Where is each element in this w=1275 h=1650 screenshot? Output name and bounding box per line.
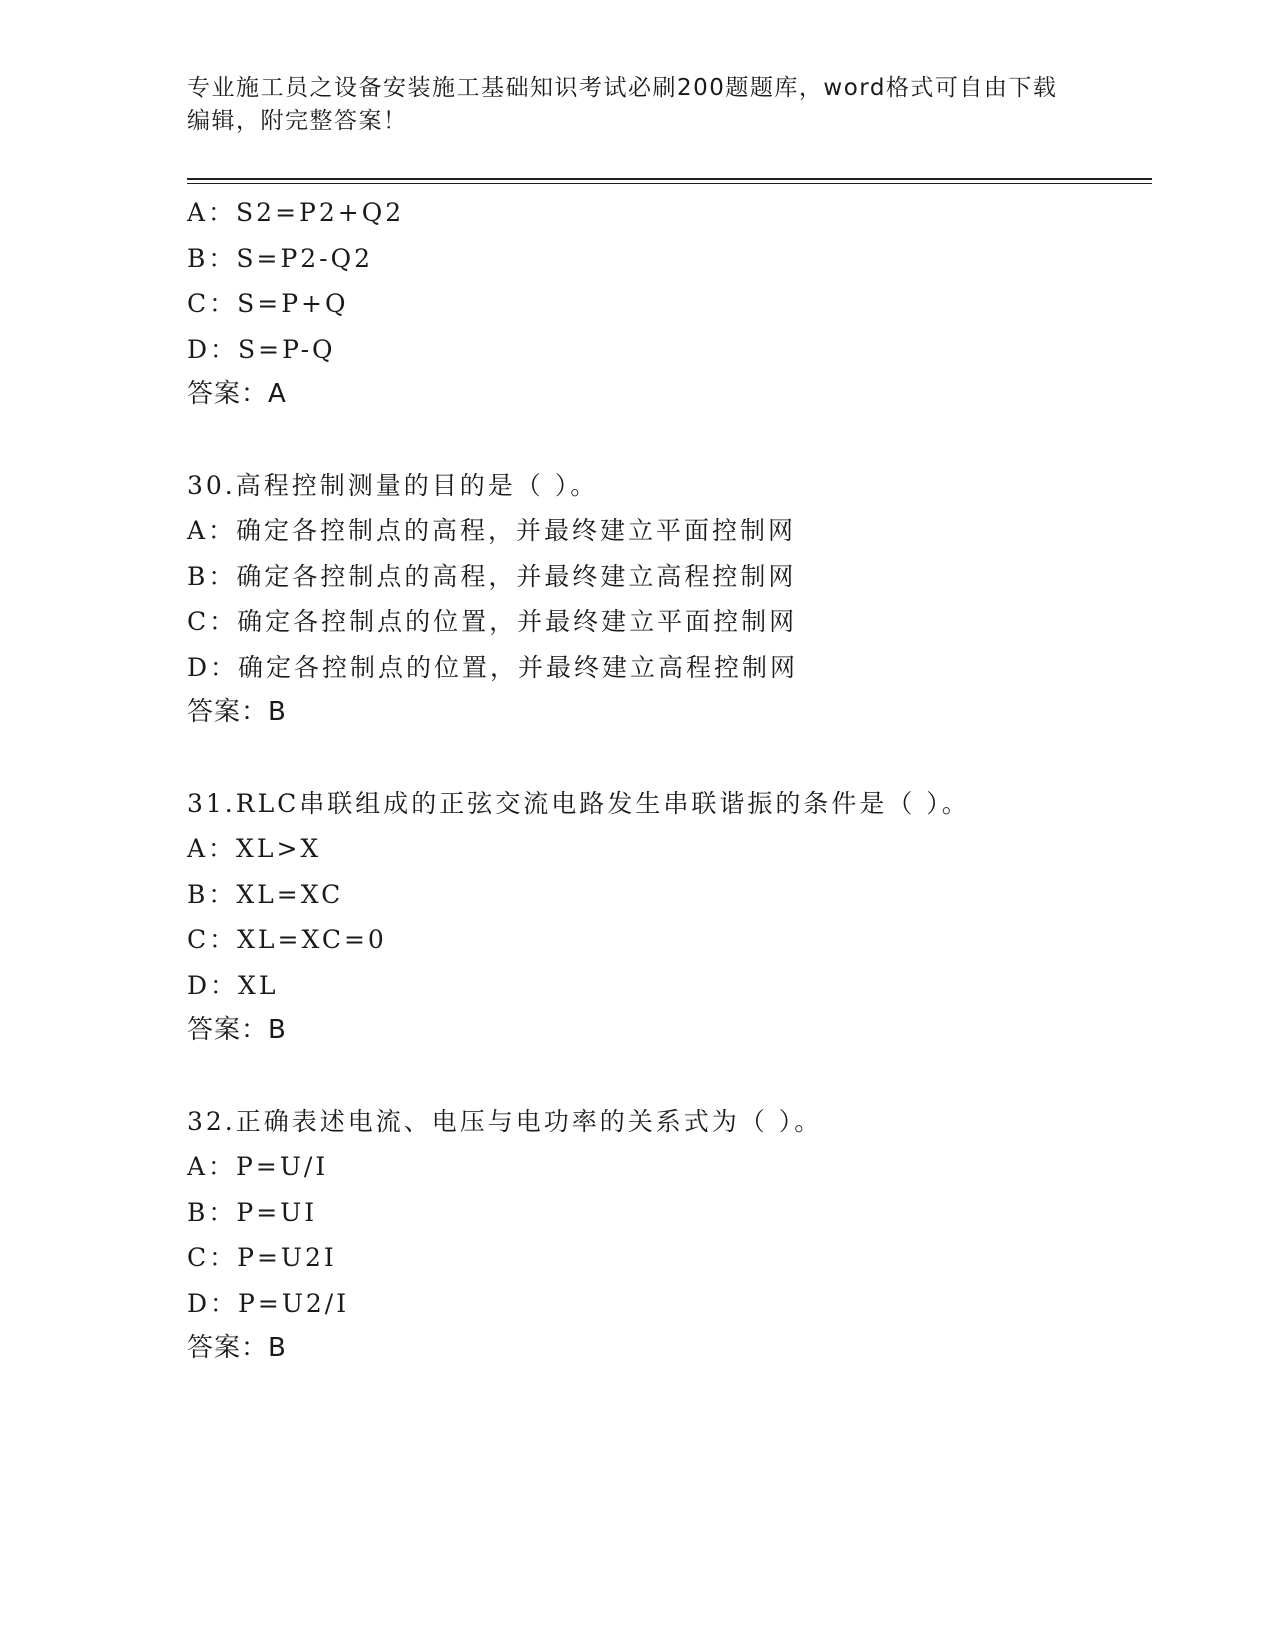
question-list: [187, 190, 1147, 1372]
option-c: C：XL=XC=0: [187, 925, 387, 954]
spacer: [187, 736, 1147, 781]
option-c: C：确定各控制点的位置，并最终建立平面控制网: [187, 607, 798, 636]
question-31: [187, 781, 1147, 1054]
question-32: [187, 1099, 1147, 1372]
option-d: D：S=P-Q: [187, 334, 336, 364]
option-d: D：XL: [187, 970, 279, 1000]
option-c: C：S=P+Q: [187, 289, 349, 318]
spacer: [187, 418, 1147, 463]
header-divider-thick: [187, 178, 1152, 180]
spacer: [187, 1054, 1147, 1099]
answer: 答案：B: [187, 697, 287, 727]
header-line-1: 专业施工员之设备安装施工基础知识考试必刷200题题库，word格式可自由下载: [187, 75, 1058, 101]
option-a: A：P=U/I: [187, 1152, 329, 1181]
document-header: [187, 72, 1087, 138]
option-a: A：确定各控制点的高程，并最终建立平面控制网: [187, 516, 797, 545]
question-29: [187, 190, 1147, 418]
question-title: 32.正确表述电流、电压与电功率的关系式为（ ）。: [187, 1106, 823, 1136]
option-b: B：XL=XC: [187, 879, 344, 909]
answer: 答案：B: [187, 1333, 287, 1363]
header-divider-thin: [187, 183, 1152, 184]
option-a: A：XL>X: [187, 834, 322, 863]
question-title: 31.RLC串联组成的正弦交流电路发生串联谐振的条件是（ ）。: [187, 788, 970, 818]
option-b: B：P=UI: [187, 1197, 318, 1227]
option-d: D：P=U2/I: [187, 1288, 350, 1318]
question-title: 30.高程控制测量的目的是（ ）。: [187, 470, 599, 500]
option-a: A：S2=P2+Q2: [187, 198, 405, 227]
header-line-2: 编辑，附完整答案！: [187, 108, 408, 134]
option-b: B：确定各控制点的高程，并最终建立高程控制网: [187, 561, 797, 591]
option-d: D：确定各控制点的位置，并最终建立高程控制网: [187, 652, 799, 682]
answer: 答案：A: [187, 379, 287, 409]
option-b: B：S=P2-Q2: [187, 243, 374, 273]
answer: 答案：B: [187, 1015, 287, 1045]
option-c: C：P=U2I: [187, 1243, 337, 1272]
question-30: [187, 463, 1147, 736]
